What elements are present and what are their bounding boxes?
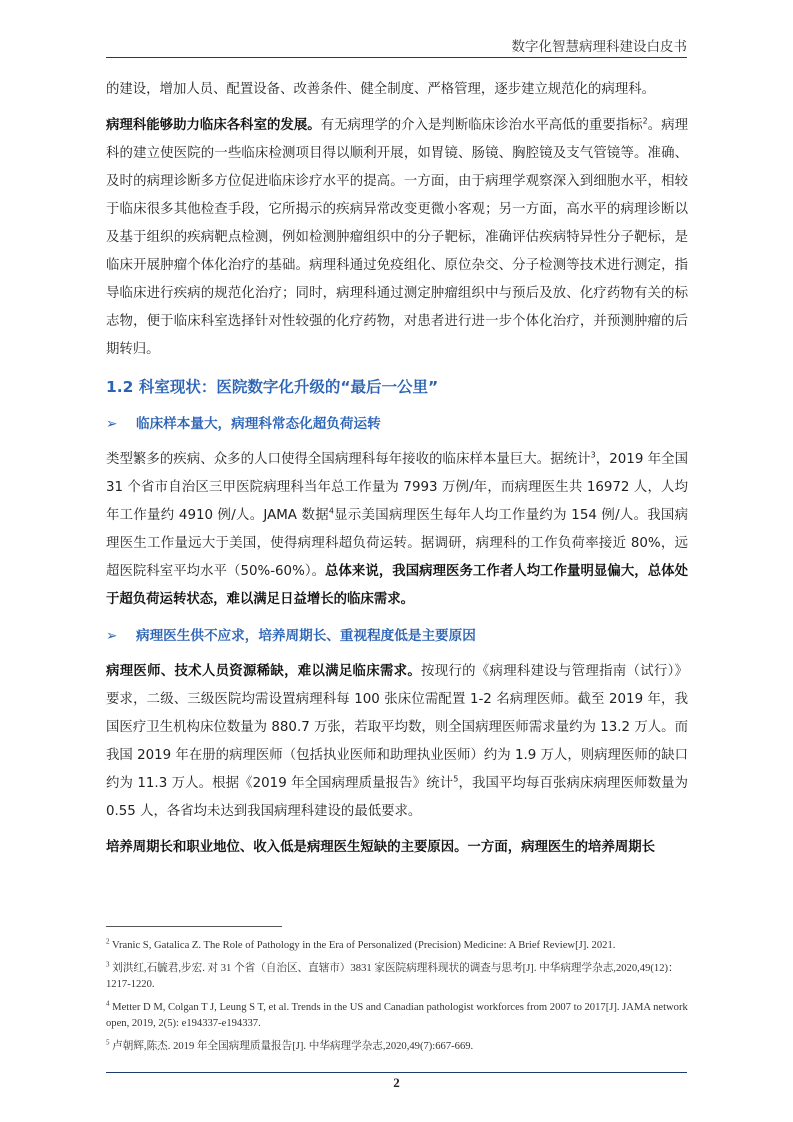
footnote-number: 5: [106, 1038, 110, 1047]
arrow-bullet-icon: ➢: [106, 416, 118, 432]
paragraph-lead-bold: 病理医师、技术人员资源稀缺，难以满足临床需求。: [106, 664, 422, 679]
footnotes: [106, 938, 688, 1062]
subheading-sample-volume: [106, 410, 688, 438]
footnote-number: 4: [106, 999, 110, 1008]
paragraph-text: 按现行的《病理科建设与管理指南（试行）》要求，二级、三级医院均需设置病理科每 100 张床位需配置 1-2 名病理医师。截至 2019 年，我国医疗卫生机构床位数量为 880.7 万张，若取平均数，则全国病理医师需求量约为 13.2 万人。而我国 2019 年在册的病理医师（包括执业医师和助理执业医师）约为 1.9 万人，则病理医师的缺口约为 11.3 万人。根据《2019 年全国病理质量报告》统计: [106, 664, 688, 791]
page-body: [106, 76, 688, 870]
paragraph-lead-bold: 病理科能够助力临床各科室的发展。: [106, 118, 321, 133]
paragraph-text: ，我国平均每百张病床病理医师数量为 0.55 人，各省均未达到我国病理科建设的最低要求。: [106, 776, 688, 819]
footnote-item: [106, 1000, 688, 1032]
footnote-item: [106, 961, 688, 993]
subheading-doctor-shortage: [106, 622, 688, 650]
subheading-text: 病理医生供不应求，培养周期长、重视程度低是主要原因: [136, 628, 476, 644]
paragraph-text: 类型繁多的疾病、众多的人口使得全国病理科每年接收的临床样本量巨大。据统计: [106, 452, 591, 467]
section-heading-1-2: 1.2 科室现状：医院数字化升级的“最后一公里”: [106, 378, 439, 396]
footnote-ref-4[interactable]: 4: [328, 506, 334, 516]
footnote-item: [106, 1039, 688, 1055]
footnote-ref-2[interactable]: 2: [642, 116, 648, 126]
footnote-ref-5[interactable]: 5: [453, 774, 459, 784]
page-number: 2: [393, 1075, 400, 1090]
paragraph-lead-bold: 培养周期长和职业地位、收入低是病理医生短缺的主要原因。一方面，病理医生的培养周期长: [106, 840, 656, 855]
footnote-text: 刘洪红,石毓君,步宏. 对 31 个省（自治区、直辖市）3831 家医院病理科现状的调查与思考[J]. 中华病理学杂志,2020,49(12)：1217-1220.: [106, 963, 679, 990]
paragraph-conclusion-bold: 总体来说，我国病理医务工作者人均工作量明显偏大，总体处于超负荷运转状态，难以满足日益增长的临床需求。: [106, 564, 688, 607]
arrow-bullet-icon: ➢: [106, 628, 118, 644]
footnote-item: [106, 938, 688, 954]
footnote-ref-3[interactable]: 3: [590, 450, 596, 460]
paragraph-text: 。病理科的建立使医院的一些临床检测项目得以顺利开展，如胃镜、肠镜、胸腔镜及支气管镜等。准确、及时的病理诊断多方位促进临床诊疗水平的提高。一方面，由于病理学观察深入到细胞水平，相较于临床很多其他检查手段，它所揭示的疾病异常改变更微小客观；另一方面，高水平的病理诊断以及基于组织的疾病靶点检测，例如检测肿瘤组织中的分子靶标，准确评估疾病特异性分子靶标，是临床开展肿瘤个体化治疗的基础。病理科通过免疫组化、原位杂交、分子检测等技术进行测定，指导临床进行疾病的规范化治疗；同时，病理科通过测定肿瘤组织中与预后及放、化疗药物有关的标志物，便于临床科室选择针对性较强的化疗药物，对患者进行进一步个体化治疗，并预测肿瘤的后期转归。: [106, 118, 689, 357]
subheading-text: 临床样本量大，病理科常态化超负荷运转: [136, 416, 381, 432]
footnote-number: 2: [106, 937, 110, 946]
footnote-text: Vranic S, Gatalica Z. The Role of Pathology in the Era of Personalized (Precision) Medicine: A Brief Review[J]. 2021.: [111, 940, 616, 951]
paragraph-text: ，2019 年全国 31 个省市自治区三甲医院病理科当年总工作量为 7993 万例/年，而病理医生共 16972 人，人均年工作量约 4910 例/人。JAMA 数据: [106, 452, 688, 523]
paragraph-text: 显示美国病理医生每年人均工作量约为 154 例/人。我国病理医生工作量远大于美国，使得病理科超负荷运转。据调研，病理科的工作负荷率接近 80%，远超医院科室平均水平（50%-60%）。: [106, 508, 688, 579]
paragraph-resource-shortage: [106, 658, 688, 826]
paragraph-training-cycle: [106, 834, 688, 862]
footnote-text: 卢朝辉,陈杰. 2019 年全国病理质量报告[J]. 中华病理学杂志,2020,49(7):667-669.: [112, 1041, 474, 1052]
footer-divider: [106, 1072, 687, 1073]
paragraph-text: 有无病理学的介入是判断临床诊治水平高低的重要指标: [320, 118, 643, 133]
paragraph-sample-volume: [106, 446, 688, 614]
footnote-number: 3: [106, 960, 110, 969]
header-divider: [106, 57, 687, 58]
running-header-title: 数字化智慧病理科建设白皮书: [511, 39, 687, 55]
paragraph-pathology-support: [106, 112, 688, 364]
paragraph-continuation: 的建设，增加人员、配置设备、改善条件、健全制度、严格管理，逐步建立规范化的病理科。: [106, 82, 656, 97]
footnote-text: Metter D M, Colgan T J, Leung S T, et al. Trends in the US and Canadian pathologist workforces from 2007 to 2017[J]. JAMA network open, 2019, 2(5): e194337-e194337.: [106, 1002, 688, 1029]
footnote-divider: [106, 926, 282, 927]
